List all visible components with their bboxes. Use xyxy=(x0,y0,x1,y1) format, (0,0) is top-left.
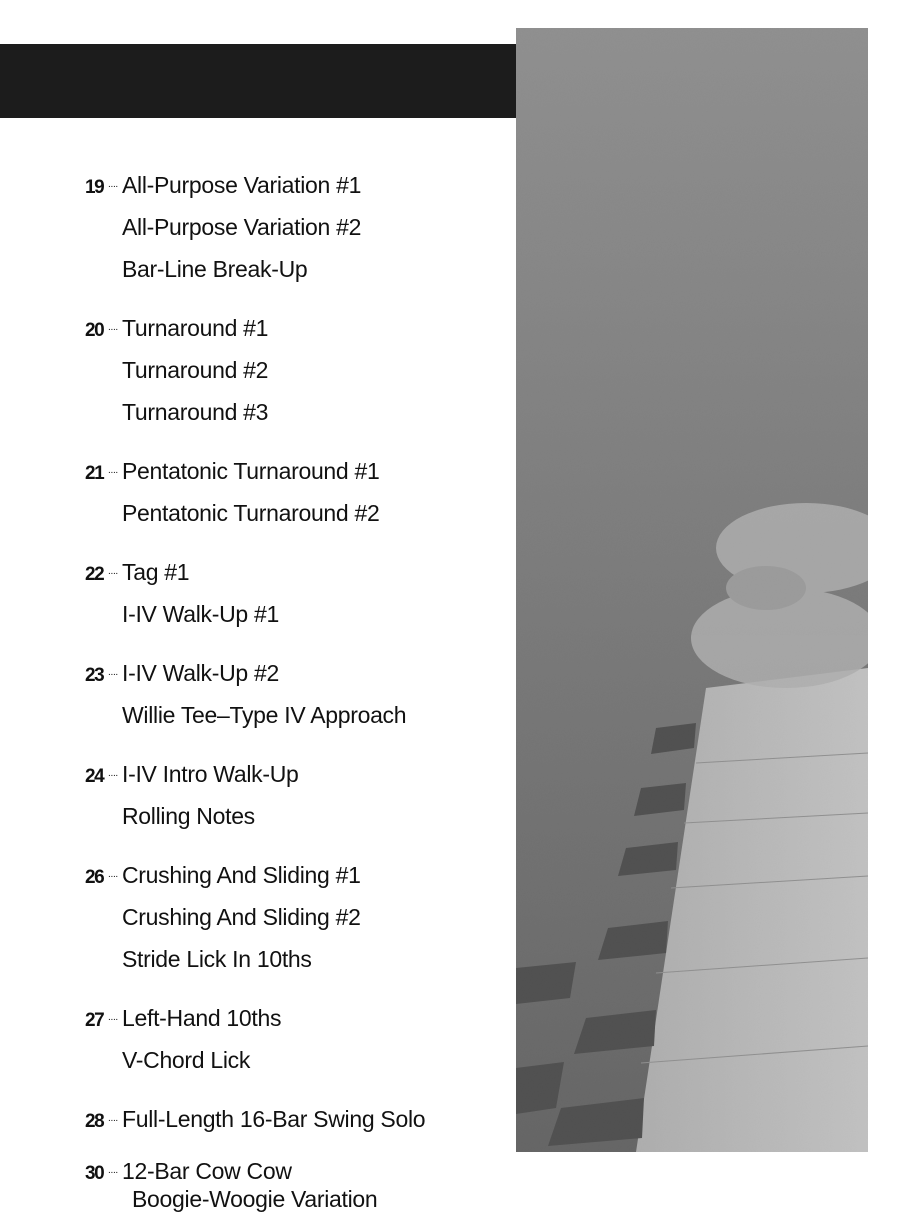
toc-entry[interactable] xyxy=(85,795,505,837)
toc-entry[interactable] xyxy=(85,938,505,980)
toc-page-number: 27 xyxy=(85,1010,104,1031)
toc-title: Turnaround #1 xyxy=(122,315,269,341)
piano-hands-image xyxy=(516,28,868,1152)
toc-group xyxy=(85,307,505,433)
toc-leader: .... xyxy=(108,869,118,880)
toc-entry[interactable] xyxy=(85,307,505,349)
toc-entry[interactable] xyxy=(85,1098,505,1140)
toc-title: 12-Bar Cow Cow xyxy=(122,1158,292,1184)
toc-leader: .... xyxy=(108,1012,118,1023)
toc-entry[interactable] xyxy=(85,652,505,694)
toc-page-number: 20 xyxy=(85,320,104,341)
toc-page-number: 22 xyxy=(85,564,104,585)
toc-leader: .... xyxy=(108,179,118,190)
toc-leader: .... xyxy=(108,1165,118,1176)
toc-entry[interactable] xyxy=(85,492,505,534)
toc-title: Crushing And Sliding #2 xyxy=(122,904,361,930)
toc-group xyxy=(85,450,505,534)
piano-photo xyxy=(516,28,868,1152)
toc-group xyxy=(85,164,505,290)
toc-page-number: 21 xyxy=(85,463,104,484)
toc-entry[interactable] xyxy=(85,551,505,593)
toc-title: Pentatonic Turnaround #1 xyxy=(122,458,380,484)
toc-title: Stride Lick In 10ths xyxy=(122,946,312,972)
toc-leader: .... xyxy=(108,322,118,333)
toc-title: Boogie-Woogie Variation xyxy=(132,1186,378,1212)
toc-page-number: 24 xyxy=(85,766,104,787)
toc-entry[interactable] xyxy=(85,248,505,290)
toc-title: Rolling Notes xyxy=(122,803,255,829)
toc-title: V-Chord Lick xyxy=(122,1047,251,1073)
toc-title: All-Purpose Variation #2 xyxy=(122,214,362,240)
toc-page-number: 19 xyxy=(85,177,104,198)
toc-entry[interactable] xyxy=(85,997,505,1039)
toc-leader: .... xyxy=(108,768,118,779)
toc-entry[interactable] xyxy=(85,593,505,635)
toc-title: I-IV Walk-Up #1 xyxy=(122,601,279,627)
toc-entry[interactable] xyxy=(85,391,505,433)
toc-title: All-Purpose Variation #1 xyxy=(122,172,362,198)
table-of-contents xyxy=(85,164,505,1230)
toc-title: I-IV Walk-Up #2 xyxy=(122,660,279,686)
toc-entry[interactable] xyxy=(85,854,505,896)
toc-entry[interactable] xyxy=(85,753,505,795)
toc-title: Bar-Line Break-Up xyxy=(122,256,308,282)
toc-entry[interactable] xyxy=(85,1039,505,1081)
toc-entry[interactable] xyxy=(85,164,505,206)
toc-title: Tag #1 xyxy=(122,559,190,585)
toc-leader: .... xyxy=(108,566,118,577)
toc-title: Full-Length 16-Bar Swing Solo xyxy=(122,1106,426,1132)
toc-group xyxy=(85,1157,505,1213)
toc-leader: .... xyxy=(108,667,118,678)
toc-entry[interactable] xyxy=(85,694,505,736)
toc-group xyxy=(85,551,505,635)
toc-group xyxy=(85,854,505,980)
toc-entry[interactable] xyxy=(85,450,505,492)
toc-title: Turnaround #2 xyxy=(122,357,269,383)
toc-group xyxy=(85,1098,505,1140)
toc-leader: .... xyxy=(108,1113,118,1124)
toc-page-number: 23 xyxy=(85,665,104,686)
toc-title: Turnaround #3 xyxy=(122,399,269,425)
toc-title: I-IV Intro Walk-Up xyxy=(122,761,299,787)
toc-title: Left-Hand 10ths xyxy=(122,1005,282,1031)
toc-group xyxy=(85,753,505,837)
toc-entry[interactable] xyxy=(85,1185,505,1213)
toc-leader: .... xyxy=(108,465,118,476)
toc-entry[interactable] xyxy=(85,896,505,938)
toc-title: Pentatonic Turnaround #2 xyxy=(122,500,380,526)
toc-page-number: 26 xyxy=(85,867,104,888)
toc-entry[interactable] xyxy=(85,1157,505,1185)
header-bar xyxy=(0,44,516,118)
toc-entry[interactable] xyxy=(85,206,505,248)
toc-page-number: 30 xyxy=(85,1163,104,1184)
toc-group xyxy=(85,652,505,736)
toc-title: Crushing And Sliding #1 xyxy=(122,862,361,888)
toc-group xyxy=(85,997,505,1081)
toc-entry[interactable] xyxy=(85,349,505,391)
toc-title: Willie Tee–Type IV Approach xyxy=(122,702,407,728)
toc-page-number: 28 xyxy=(85,1111,104,1132)
